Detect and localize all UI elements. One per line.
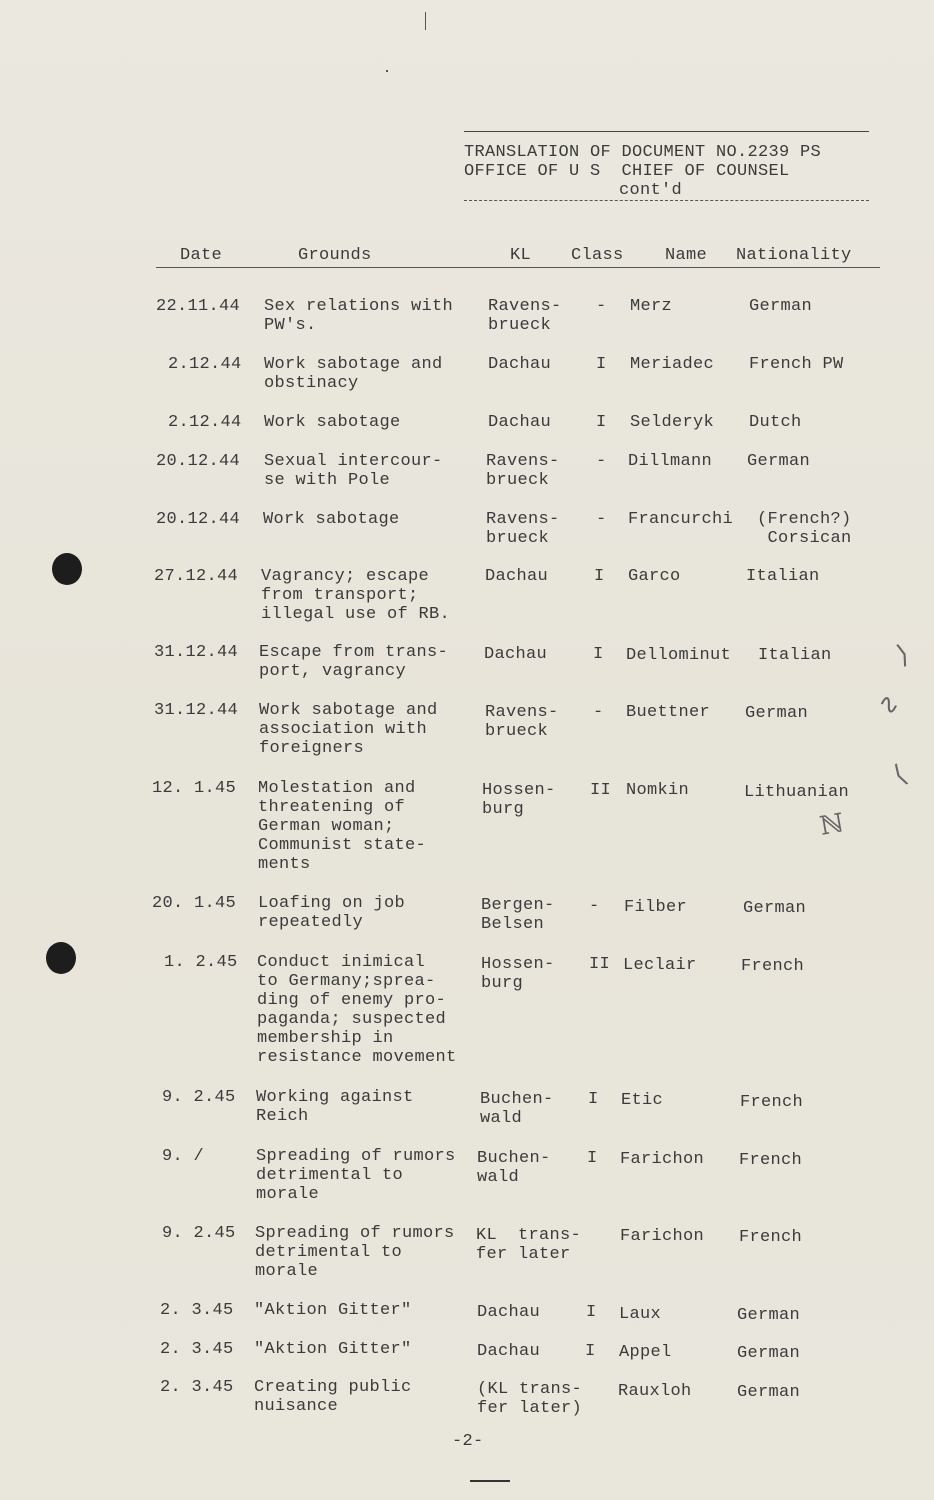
row-name: Appel [619, 1343, 672, 1362]
header-bottom-rule [464, 200, 869, 201]
row-date: 31.12.44 [154, 701, 239, 720]
scan-speck [425, 12, 426, 30]
row-class: - [589, 897, 600, 916]
row-name: Laux [619, 1305, 662, 1324]
row-nationality: (French?) Corsican [757, 510, 852, 548]
row-date: 20. 1.45 [152, 894, 237, 913]
row-grounds: Escape from trans- port, vagrancy [259, 643, 449, 681]
row-name: Buettner [626, 703, 711, 722]
row-name: Dellominut [626, 646, 732, 665]
row-date: 1. 2.45 [164, 953, 238, 972]
row-class: I [586, 1303, 597, 1322]
row-grounds: "Aktion Gitter" [254, 1301, 412, 1320]
row-grounds: Work sabotage [263, 510, 400, 529]
row-date: 12. 1.45 [152, 779, 237, 798]
page-number: -2- [452, 1432, 484, 1451]
row-nationality: Lithuanian [744, 783, 850, 802]
margin-pencil-mark-icon: ∿ [874, 687, 904, 723]
margin-pencil-mark-icon: ℕ [817, 808, 847, 842]
row-name: Francurchi [628, 510, 734, 529]
column-header-kl: KL [510, 246, 532, 265]
column-header-class: Class [571, 246, 624, 265]
row-class: I [585, 1342, 596, 1361]
row-nationality: Italian [746, 567, 820, 586]
row-kl: Dachau [477, 1342, 541, 1361]
column-header-nationality: Nationality [736, 246, 852, 265]
row-date: 20.12.44 [156, 510, 241, 529]
row-date: 31.12.44 [154, 643, 239, 662]
row-nationality: German [737, 1306, 801, 1325]
header-title-line: TRANSLATION OF DOCUMENT NO.2239 PS [464, 143, 822, 162]
row-name: Merz [630, 297, 673, 316]
row-date: 2.12.44 [168, 413, 242, 432]
row-grounds: Spreading of rumors detrimental to morale [256, 1147, 456, 1204]
row-class: - [593, 703, 604, 722]
row-grounds: Work sabotage and association with foreigners [259, 701, 438, 758]
row-nationality: Italian [758, 646, 832, 665]
row-kl: (KL trans- fer later) [477, 1380, 583, 1418]
row-kl: Dachau [485, 567, 549, 586]
row-class: II [590, 781, 612, 800]
row-grounds: "Aktion Gitter" [254, 1340, 412, 1359]
column-header-date: Date [180, 246, 223, 265]
row-kl: Ravens- brueck [488, 297, 562, 335]
row-name: Filber [624, 898, 688, 917]
column-header-rule [156, 267, 880, 268]
row-nationality: French [739, 1228, 803, 1247]
row-name: Dillmann [628, 452, 713, 471]
row-date: 9. / [162, 1147, 205, 1166]
row-date: 27.12.44 [154, 567, 239, 586]
row-kl: Ravens- brueck [486, 510, 560, 548]
row-date: 2.12.44 [168, 355, 242, 374]
row-grounds: Working against Reich [256, 1088, 414, 1126]
row-name: Nomkin [626, 781, 690, 800]
row-date: 22.11.44 [156, 297, 241, 316]
row-date: 9. 2.45 [162, 1224, 236, 1243]
column-header-grounds: Grounds [298, 246, 372, 265]
row-class: I [596, 355, 607, 374]
row-grounds: Loafing on job repeatedly [258, 894, 406, 932]
row-nationality: Dutch [749, 413, 802, 432]
row-name: Garco [628, 567, 681, 586]
margin-pencil-mark-icon: ⟩ [893, 639, 913, 671]
row-class: I [587, 1149, 598, 1168]
row-grounds: Work sabotage and obstinacy [264, 355, 443, 393]
row-grounds: Vagrancy; escape from transport; illegal use of RB. [261, 567, 451, 624]
column-header-name: Name [665, 246, 708, 265]
row-name: Selderyk [630, 413, 715, 432]
row-name: Etic [621, 1091, 664, 1110]
row-class: I [588, 1090, 599, 1109]
header-contd-line: cont'd [619, 181, 683, 200]
row-date: 20.12.44 [156, 452, 241, 471]
row-kl: Dachau [477, 1303, 541, 1322]
row-class: II [589, 955, 611, 974]
row-nationality: French [740, 1093, 804, 1112]
row-class: I [596, 413, 607, 432]
row-date: 2. 3.45 [160, 1340, 234, 1359]
punch-hole-icon [52, 553, 82, 585]
row-nationality: German [737, 1383, 801, 1402]
row-kl: Dachau [484, 645, 548, 664]
row-nationality: French PW [749, 355, 844, 374]
row-kl: Bergen- Belsen [481, 896, 555, 934]
row-grounds: Sexual intercour- se with Pole [264, 452, 443, 490]
row-grounds: Sex relations with PW's. [264, 297, 454, 335]
row-kl: Dachau [488, 413, 552, 432]
row-grounds: Creating public nuisance [254, 1378, 412, 1416]
row-nationality: French [739, 1151, 803, 1170]
row-nationality: French [741, 957, 805, 976]
row-nationality: German [747, 452, 811, 471]
row-name: Rauxloh [618, 1382, 692, 1401]
row-grounds: Conduct inimical to Germany;sprea- ding of enemy pro- paganda; suspected membership in resistance movement [257, 953, 457, 1067]
row-name: Meriadec [630, 355, 715, 374]
row-kl: Hossen- burg [482, 781, 556, 819]
row-class: - [596, 297, 607, 316]
row-grounds: Molestation and threatening of German woman; Communist state- ments [258, 779, 427, 874]
row-date: 2. 3.45 [160, 1378, 234, 1397]
row-kl: Buchen- wald [480, 1090, 554, 1128]
margin-pencil-mark-icon: ⟨ [888, 759, 912, 791]
row-kl: Dachau [488, 355, 552, 374]
row-class: - [596, 452, 607, 471]
row-name: Leclair [623, 956, 697, 975]
row-grounds: Work sabotage [264, 413, 401, 432]
row-kl: Hossen- burg [481, 955, 555, 993]
row-nationality: German [743, 899, 807, 918]
row-kl: Buchen- wald [477, 1149, 551, 1187]
header-top-rule [464, 131, 869, 132]
row-nationality: German [749, 297, 813, 316]
row-nationality: German [745, 704, 809, 723]
row-kl: KL trans- fer later [476, 1226, 582, 1264]
row-name: Farichon [620, 1150, 705, 1169]
row-class: - [596, 510, 607, 529]
row-kl: Ravens- brueck [486, 452, 560, 490]
row-date: 9. 2.45 [162, 1088, 236, 1107]
punch-hole-icon [46, 942, 76, 974]
row-date: 2. 3.45 [160, 1301, 234, 1320]
row-class: I [593, 645, 604, 664]
row-grounds: Spreading of rumors detrimental to morale [255, 1224, 455, 1281]
row-nationality: German [737, 1344, 801, 1363]
row-class: I [594, 567, 605, 586]
scan-speck [386, 70, 388, 72]
row-kl: Ravens- brueck [485, 703, 559, 741]
header-office-line: OFFICE OF U S CHIEF OF COUNSEL [464, 162, 790, 181]
scan-edge-mark [470, 1480, 510, 1482]
row-name: Farichon [620, 1227, 705, 1246]
